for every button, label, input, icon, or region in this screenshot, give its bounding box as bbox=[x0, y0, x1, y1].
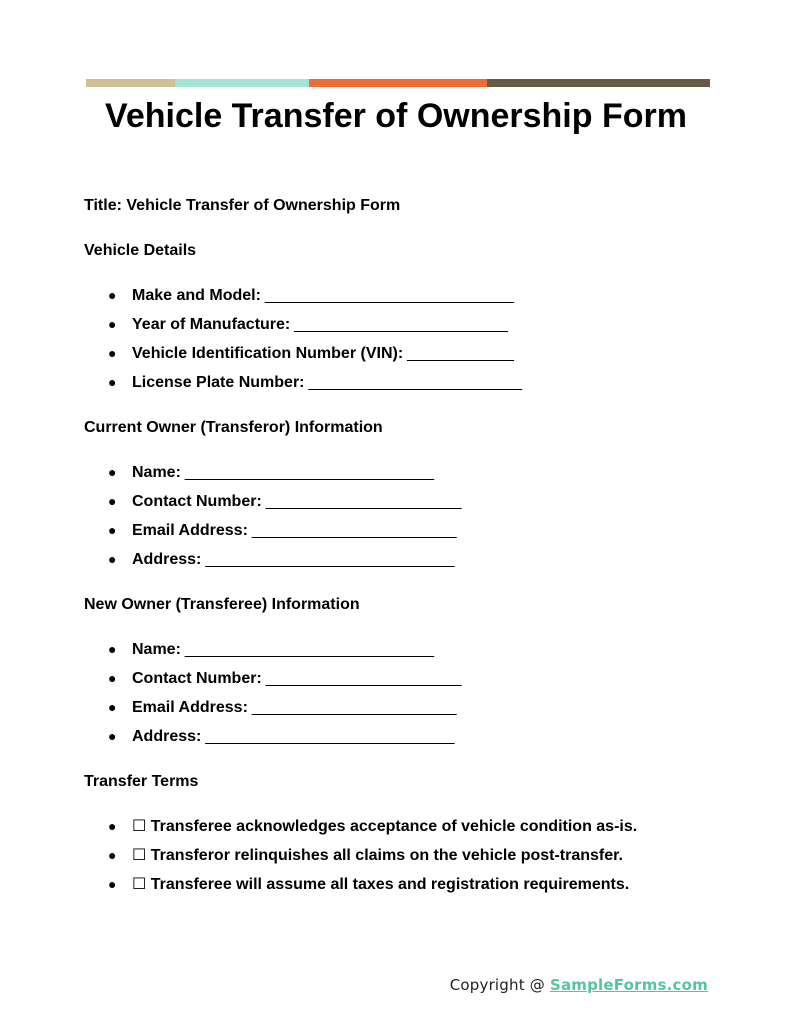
document-title-line: Title: Vehicle Transfer of Ownership Form bbox=[84, 197, 401, 214]
list-item bbox=[84, 640, 724, 659]
bullet-icon: ● bbox=[108, 728, 117, 744]
checkbox-term-taxes[interactable]: ☐ Transferee will assume all taxes and registration requirements. bbox=[132, 876, 630, 893]
decorative-color-bar bbox=[86, 79, 710, 87]
bullet-icon: ● bbox=[108, 699, 117, 715]
color-bar-segment-brown bbox=[487, 79, 710, 87]
copyright-prefix: Copyright @ bbox=[449, 976, 550, 994]
copyright-footer bbox=[450, 975, 708, 995]
field-label: Make and Model: bbox=[132, 287, 261, 304]
list-item bbox=[84, 492, 724, 511]
list-item[interactable] bbox=[84, 817, 724, 836]
bullet-icon: ● bbox=[108, 818, 117, 834]
bullet-icon: ● bbox=[108, 641, 117, 657]
checkbox-term-condition[interactable]: ☐ Transferee acknowledges acceptance of vehicle condition as-is. bbox=[132, 818, 638, 835]
list-item bbox=[84, 344, 724, 363]
list-item bbox=[84, 373, 724, 392]
color-bar-segment-tan bbox=[86, 79, 175, 87]
current-owner-list bbox=[84, 463, 724, 569]
list-item bbox=[84, 315, 724, 334]
field-label: Email Address: bbox=[132, 522, 248, 539]
bullet-icon: ● bbox=[108, 847, 117, 863]
list-item bbox=[84, 550, 724, 569]
color-bar-segment-mint bbox=[175, 79, 309, 87]
bullet-icon: ● bbox=[108, 876, 117, 892]
bullet-icon: ● bbox=[108, 316, 117, 332]
field-label: Name: bbox=[132, 641, 181, 658]
bullet-icon: ● bbox=[108, 493, 117, 509]
bullet-icon: ● bbox=[108, 551, 117, 567]
list-item bbox=[84, 521, 724, 540]
sampleforms-link[interactable]: SampleForms.com bbox=[549, 976, 708, 994]
list-item bbox=[84, 727, 724, 746]
transferee-address-blank[interactable]: ____________________________ bbox=[205, 728, 455, 745]
field-label: Address: bbox=[132, 728, 202, 745]
transfer-terms-list bbox=[84, 817, 724, 894]
vehicle-details-heading: Vehicle Details bbox=[84, 242, 197, 259]
list-item bbox=[84, 463, 724, 482]
field-label: Contact Number: bbox=[132, 670, 262, 687]
vin-blank[interactable]: ____________ bbox=[407, 345, 514, 362]
list-item bbox=[84, 698, 724, 717]
transferee-contact-blank[interactable]: ______________________ bbox=[265, 670, 462, 687]
license-plate-blank[interactable]: ________________________ bbox=[308, 374, 523, 391]
transferor-address-blank[interactable]: ____________________________ bbox=[205, 551, 455, 568]
current-owner-heading: Current Owner (Transferor) Information bbox=[84, 419, 383, 436]
field-label: Year of Manufacture: bbox=[132, 316, 291, 333]
bullet-icon: ● bbox=[108, 345, 117, 361]
field-label: Address: bbox=[132, 551, 202, 568]
list-item bbox=[84, 669, 724, 688]
transferor-name-blank[interactable]: ____________________________ bbox=[184, 464, 435, 481]
vehicle-details-list bbox=[84, 286, 724, 392]
bullet-icon: ● bbox=[108, 522, 117, 538]
list-item bbox=[84, 286, 724, 305]
new-owner-list bbox=[84, 640, 724, 746]
bullet-icon: ● bbox=[108, 464, 117, 480]
page-title: Vehicle Transfer of Ownership Form bbox=[105, 97, 687, 135]
bullet-icon: ● bbox=[108, 374, 117, 390]
checkbox-term-claims[interactable]: ☐ Transferor relinquishes all claims on the vehicle post-transfer. bbox=[132, 847, 623, 864]
transferee-name-blank[interactable]: ____________________________ bbox=[184, 641, 435, 658]
color-bar-segment-orange bbox=[309, 79, 487, 87]
list-item[interactable] bbox=[84, 846, 724, 865]
transferee-email-blank[interactable]: _______________________ bbox=[251, 699, 457, 716]
bullet-icon: ● bbox=[108, 287, 117, 303]
field-label: Contact Number: bbox=[132, 493, 262, 510]
field-label: Name: bbox=[132, 464, 181, 481]
list-item[interactable] bbox=[84, 875, 724, 894]
transferor-email-blank[interactable]: _______________________ bbox=[251, 522, 457, 539]
year-blank[interactable]: ________________________ bbox=[294, 316, 508, 333]
transfer-terms-heading: Transfer Terms bbox=[84, 773, 199, 790]
transferor-contact-blank[interactable]: ______________________ bbox=[265, 493, 462, 510]
form-content bbox=[84, 196, 724, 894]
bullet-icon: ● bbox=[108, 670, 117, 686]
field-label: Vehicle Identification Number (VIN): bbox=[132, 345, 404, 362]
new-owner-heading: New Owner (Transferee) Information bbox=[84, 596, 360, 613]
make-model-blank[interactable]: ____________________________ bbox=[264, 287, 515, 304]
field-label: Email Address: bbox=[132, 699, 248, 716]
field-label: License Plate Number: bbox=[132, 374, 305, 391]
